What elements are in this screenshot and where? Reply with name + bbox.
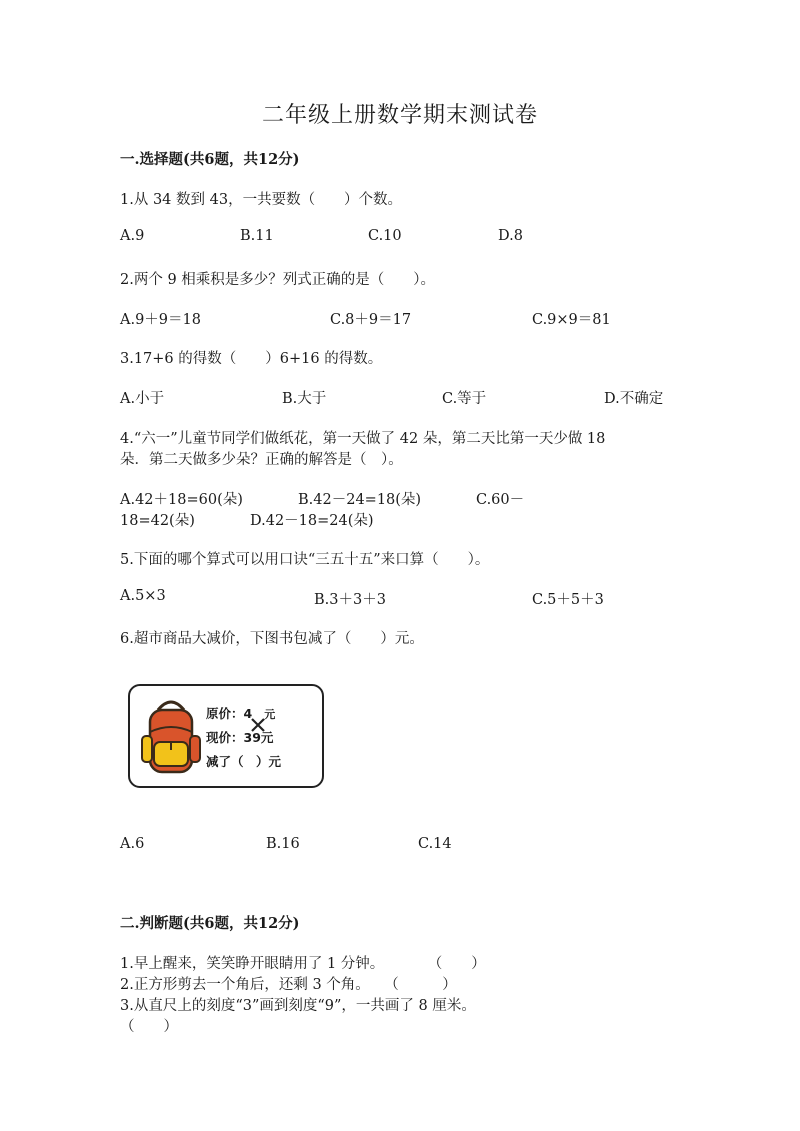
price-card: [128, 684, 324, 788]
question-4-line2: 朵．第二天做多少朵？正确的解答是（ ）。: [120, 452, 403, 468]
judge-item-2: 2.正方形剪去一个角后，还剩 3 个角。 （ ）: [120, 977, 457, 993]
q6-option-c: C.14: [418, 836, 452, 852]
q6-option-a: A.6: [120, 836, 145, 852]
original-price-value: 4: [243, 706, 253, 721]
original-price-label: 原价：: [206, 706, 244, 721]
judge-item-3: 3.从直尺上的刻度“3”画到刻度“9”，一共画了 8 厘米。: [120, 998, 476, 1014]
q6-option-b: B.16: [266, 836, 300, 852]
q4-option-c-end: 18=42(朵): [120, 513, 195, 529]
q3-option-d: D.不确定: [604, 391, 664, 407]
current-price-label: 现价：: [206, 730, 244, 745]
question-5: 5.下面的哪个算式可以用口诀“三五十五”来口算（ ）。: [120, 552, 490, 568]
question-3: 3.17+6 的得数（ ）6+16 的得数。: [120, 351, 383, 367]
q3-option-a: A.小于: [120, 391, 165, 407]
q2-option-a: A.9＋9＝18: [120, 312, 201, 328]
reduced-row: 减了（ ）元: [206, 754, 282, 769]
q4-option-b: B.42－24=18(朵): [298, 492, 422, 508]
judge-item-3-bracket: （ ）: [120, 1019, 178, 1035]
section2-heading: 二.判断题(共6题，共12分): [120, 915, 300, 932]
current-price-value: 39元: [243, 730, 274, 745]
page-title: 二年级上册数学期末测试卷: [261, 103, 538, 128]
current-price-row: [206, 728, 273, 746]
q3-option-c: C.等于: [442, 391, 487, 407]
q2-option-b: C.8＋9＝17: [330, 312, 412, 328]
q4-option-a: A.42＋18=60(朵): [120, 492, 243, 508]
q1-option-b: B.11: [240, 228, 274, 244]
q4-option-d: D.42－18=24(朵): [250, 513, 374, 529]
question-1: 1.从 34 数到 43，一共要数（ ）个数。: [120, 192, 403, 208]
original-price-row: 原价：4 元: [206, 704, 275, 722]
q5-option-c: C.5＋5＋3: [532, 592, 604, 608]
q4-option-c-start: C.60－: [476, 492, 525, 508]
question-4-line1: 4.“六一”儿童节同学们做纸花，第一天做了 42 朵，第二天比第一天少做 18: [120, 431, 606, 447]
q1-option-c: C.10: [368, 228, 402, 244]
question-2: 2.两个 9 相乘积是多少？列式正确的是（ ）。: [120, 272, 436, 288]
q1-option-a: A.9: [120, 228, 145, 244]
judge-item-1: 1.早上醒来，笑笑睁开眼睛用了 1 分钟。 （ ）: [120, 956, 486, 972]
q3-option-b: B.大于: [282, 391, 327, 407]
q5-option-b: B.3＋3＋3: [314, 592, 386, 608]
q5-option-a: A.5×3: [120, 588, 166, 604]
q2-option-c: C.9×9＝81: [532, 312, 611, 328]
section1-heading: 一.选择题(共6题，共12分): [120, 151, 300, 168]
backpack-icon: [136, 692, 206, 782]
q1-option-d: D.8: [498, 228, 523, 244]
question-6: 6.超市商品大减价，下图书包减了（ ）元。: [120, 631, 424, 647]
